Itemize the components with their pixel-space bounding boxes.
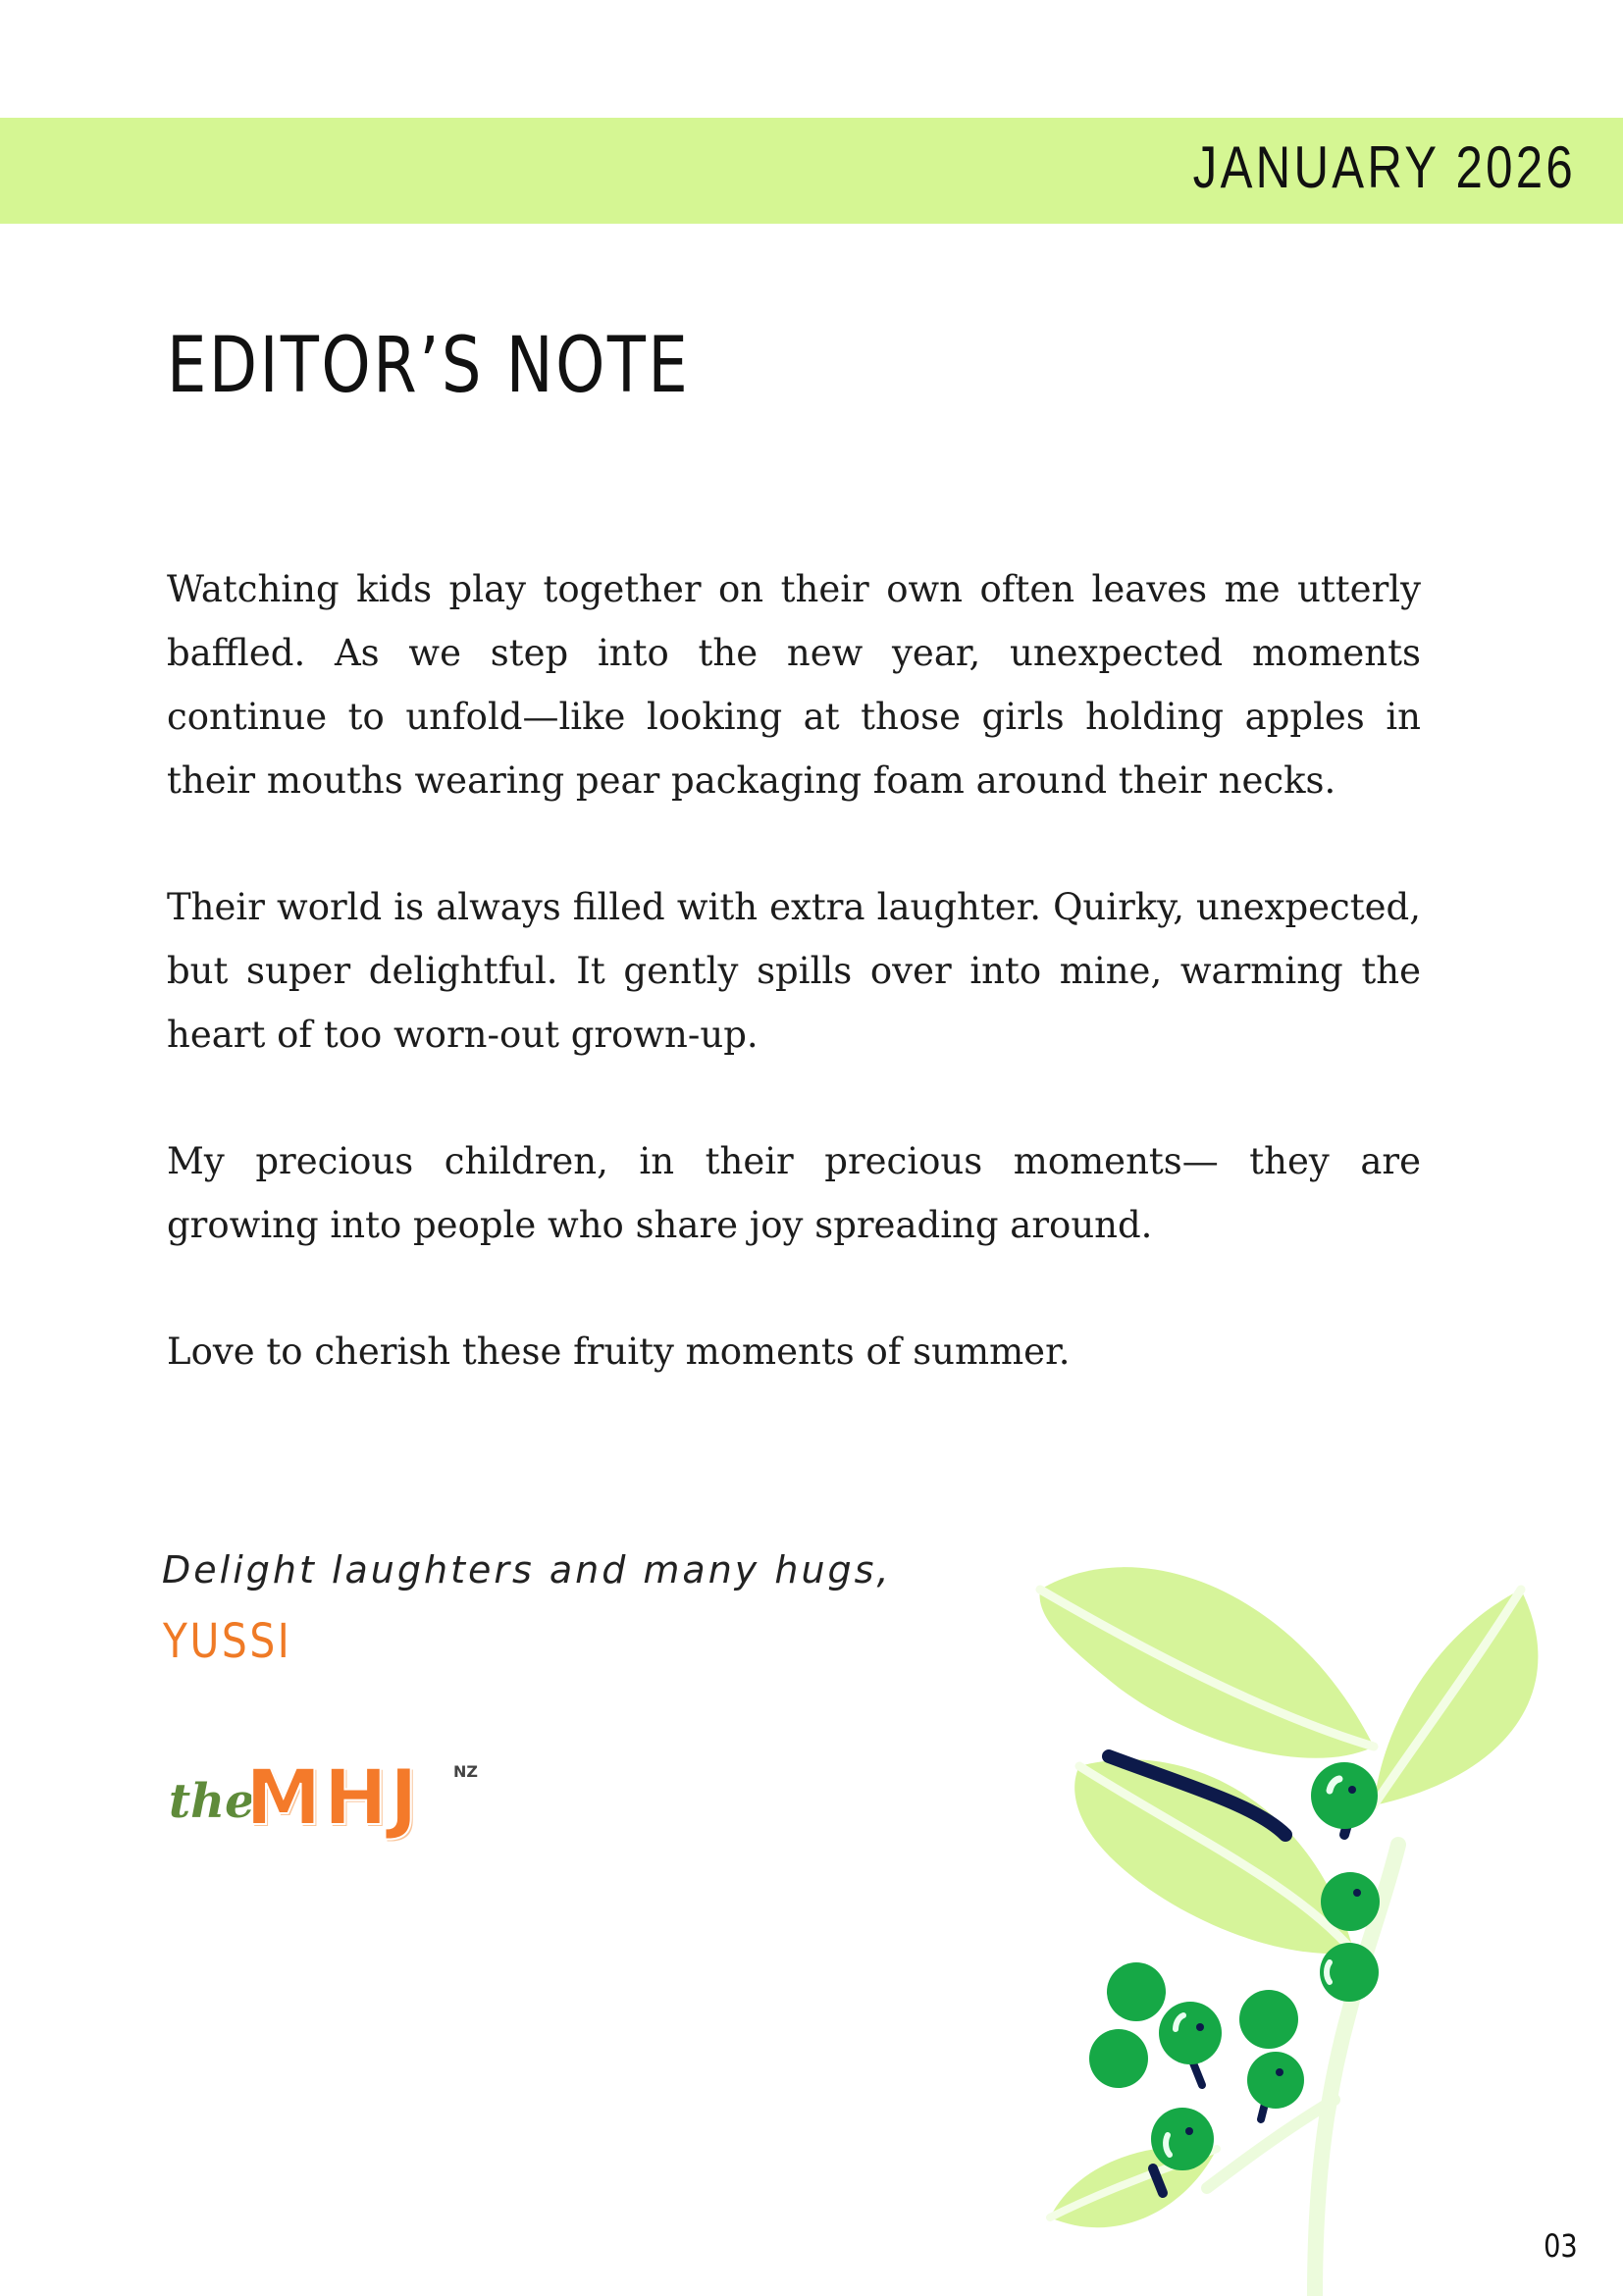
- issue-date: JANUARY 2026: [1192, 134, 1576, 200]
- article-body: [167, 557, 1421, 1446]
- signoff-line: Delight laughters and many hugs,: [162, 1548, 892, 1592]
- logo-prefix: the: [169, 1774, 255, 1829]
- paragraph: Their world is always filled with extra laughter. Quirky, unexpected, but super delightful. It gently spills over into mine, warming the heart of too worn-out grown-up.: [167, 886, 1421, 1056]
- paragraph: Watching kids play together on their own often leaves me utterly baffled. As we step into the new year, unexpected moments continue to unfold—like looking at those girls holding apples in their mouths wearing pear packaging foam around their necks.: [167, 568, 1421, 802]
- author-signature: YUSSI: [163, 1614, 292, 1669]
- logo-wordmark: MHJ: [245, 1754, 420, 1843]
- leafy-branch-with-green-berries-icon: [1021, 1550, 1570, 2296]
- logo-suffix: NZ: [453, 1762, 478, 1781]
- page-number: 03: [1544, 2227, 1578, 2265]
- paragraph: My precious children, in their precious moments— they are growing into people who share joy spreading around.: [167, 1140, 1421, 1246]
- brand-logo: [169, 1756, 483, 1845]
- paragraph: Love to cherish these fruity moments of summer.: [167, 1331, 1071, 1373]
- page-title: EDITOR’S NOTE: [167, 322, 691, 410]
